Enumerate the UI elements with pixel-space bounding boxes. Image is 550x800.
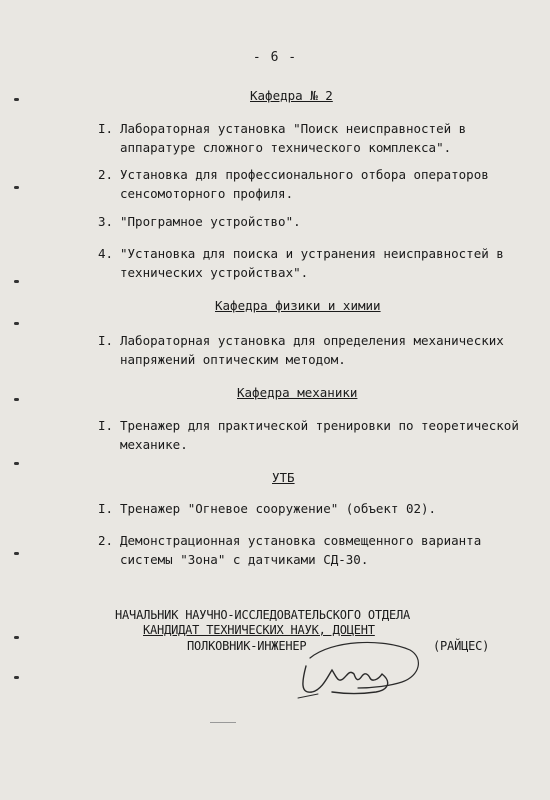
item-number: I.: [98, 418, 114, 433]
punch-mark: [14, 280, 19, 283]
punch-mark: [14, 322, 19, 325]
handwritten-signature: [292, 636, 432, 706]
signatory-title-line2: КАНДИДАТ ТЕХНИЧЕСКИХ НАУК, ДОЦЕНТ: [143, 623, 375, 637]
item-text: Демонстрационная установка совмещенного варианта системы "Зона" с датчиками СД-30.: [120, 533, 482, 567]
item-text: Тренажер "Огневое сооружение" (объект 02).: [120, 501, 437, 516]
item-number: I.: [98, 121, 114, 136]
item-number: 3.: [98, 214, 114, 229]
punch-mark: [14, 676, 19, 679]
item-text: Тренажер для практической тренировки по теоретической механике.: [120, 418, 519, 452]
list-item: [98, 331, 538, 369]
page-number: - 6 -: [252, 50, 298, 65]
item-text: "Програмное устройство".: [120, 214, 301, 229]
punch-mark: [14, 462, 19, 465]
faint-mark: [210, 722, 236, 723]
signatory-title-line3: ПОЛКОВНИК-ИНЖЕНЕР: [187, 639, 307, 653]
item-number: I.: [98, 501, 114, 516]
item-text: Лабораторная установка для определения механических напряжений оптическим методом.: [120, 333, 504, 367]
list-item: [98, 244, 538, 282]
item-number: 2.: [98, 167, 114, 182]
signatory-title-line1: НАЧАЛЬНИК НАУЧНО-ИССЛЕДОВАТЕЛЬСКОГО ОТДЕЛА: [115, 608, 411, 622]
section-heading: УТБ: [272, 470, 295, 485]
item-number: 2.: [98, 533, 114, 548]
punch-mark: [14, 552, 19, 555]
item-text: Установка для профессионального отбора операторов сенсомоторного профиля.: [120, 167, 489, 201]
list-item: [98, 416, 538, 454]
item-number: 4.: [98, 246, 114, 261]
list-item: [98, 531, 538, 569]
punch-mark: [14, 398, 19, 401]
list-item: [98, 212, 538, 231]
item-number: I.: [98, 333, 114, 348]
punch-mark: [14, 636, 19, 639]
list-item: [98, 499, 538, 518]
list-item: [98, 119, 538, 157]
signatory-name: (РАЙЦЕС): [433, 639, 490, 653]
section-heading: Кафедра № 2: [250, 88, 333, 103]
section-heading: Кафедра механики: [237, 385, 358, 400]
list-item: [98, 165, 538, 203]
item-text: Лабораторная установка "Поиск неисправностей в аппаратуре сложного технического комплекса".: [120, 121, 467, 155]
punch-mark: [14, 186, 19, 189]
item-text: "Установка для поиска и устранения неисправностей в технических устройствах".: [120, 246, 504, 280]
punch-mark: [14, 98, 19, 101]
section-heading: Кафедра физики и химии: [215, 298, 381, 313]
